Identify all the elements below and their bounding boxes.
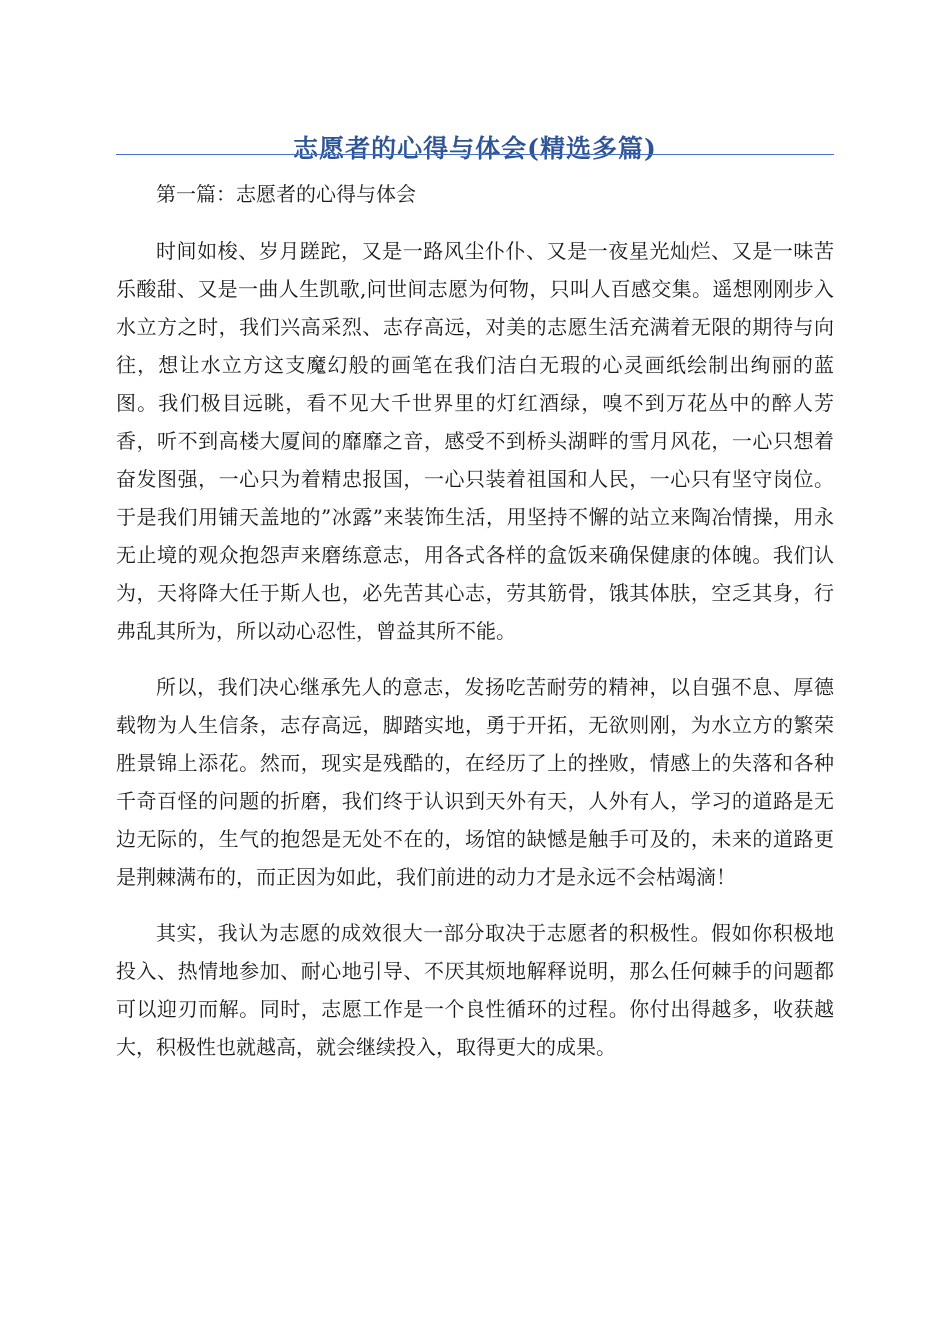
title-underline [116,154,834,155]
document-title: 志愿者的心得与体会(精选多篇) [293,133,657,163]
paragraph-2: 所以，我们决心继承先人的意志，发扬吃苦耐劳的精神，以自强不息、厚德载物为人生信条，志存高远，脚踏实地，勇于开拓，无欲则刚，为水立方的繁荣胜景锦上添花。然而，现实是残酷的，在经历了上的挫败，情感上的失落和各种千奇百怪的问题的折磨，我们终于认识到天外有天，人外有人，学习的道路是无边无际的，生气的抱怨是无处不在的，场馆的缺憾是触手可及的，未来的道路更是荆棘满布的，而正因为如此，我们前进的动力才是永远不会枯竭滴！ [116,675,834,889]
section-heading: 第一篇：志愿者的心得与体会 [156,182,416,206]
paragraph-3: 其实，我认为志愿的成效很大一部分取决于志愿者的积极性。假如你积极地投入、热情地参加、耐心地引导、不厌其烦地解释说明，那么任何棘手的问题都可以迎刃而解。同时，志愿工作是一个良性循环的过程。你付出得越多，收获越大，积极性也就越高，就会继续投入，取得更大的成果。 [116,921,834,1059]
paragraph-1: 时间如梭、岁月蹉跎，又是一路风尘仆仆、又是一夜星光灿烂、又是一味苦乐酸甜、又是一曲人生凯歌,问世间志愿为何物，只叫人百感交集。遥想刚刚步入水立方之时，我们兴高采烈、志存高远，对美的志愿生活充满着无限的期待与向往，想让水立方这支魔幻般的画笔在我们洁白无瑕的心灵画纸绘制出绚丽的蓝图。我们极目远眺，看不见大千世界里的灯红酒绿，嗅不到万花丛中的醉人芳香，听不到高楼大厦间的靡靡之音，感受不到桥头湖畔的雪月风花，一心只想着奋发图强，一心只为着精忠报国，一心只装着祖国和人民，一心只有坚守岗位。于是我们用铺天盖地的”冰露”来装饰生活，用坚持不懈的站立来陶冶情操，用永无止境的观众抱怨声来磨练意志，用各式各样的盒饭来确保健康的体魄。我们认为，天将降大任于斯人也，必先苦其心志，劳其筋骨，饿其体肤，空乏其身，行弗乱其所为，所以动心忍性，曾益其所不能。 [116,239,834,643]
document-body [116,174,834,1084]
